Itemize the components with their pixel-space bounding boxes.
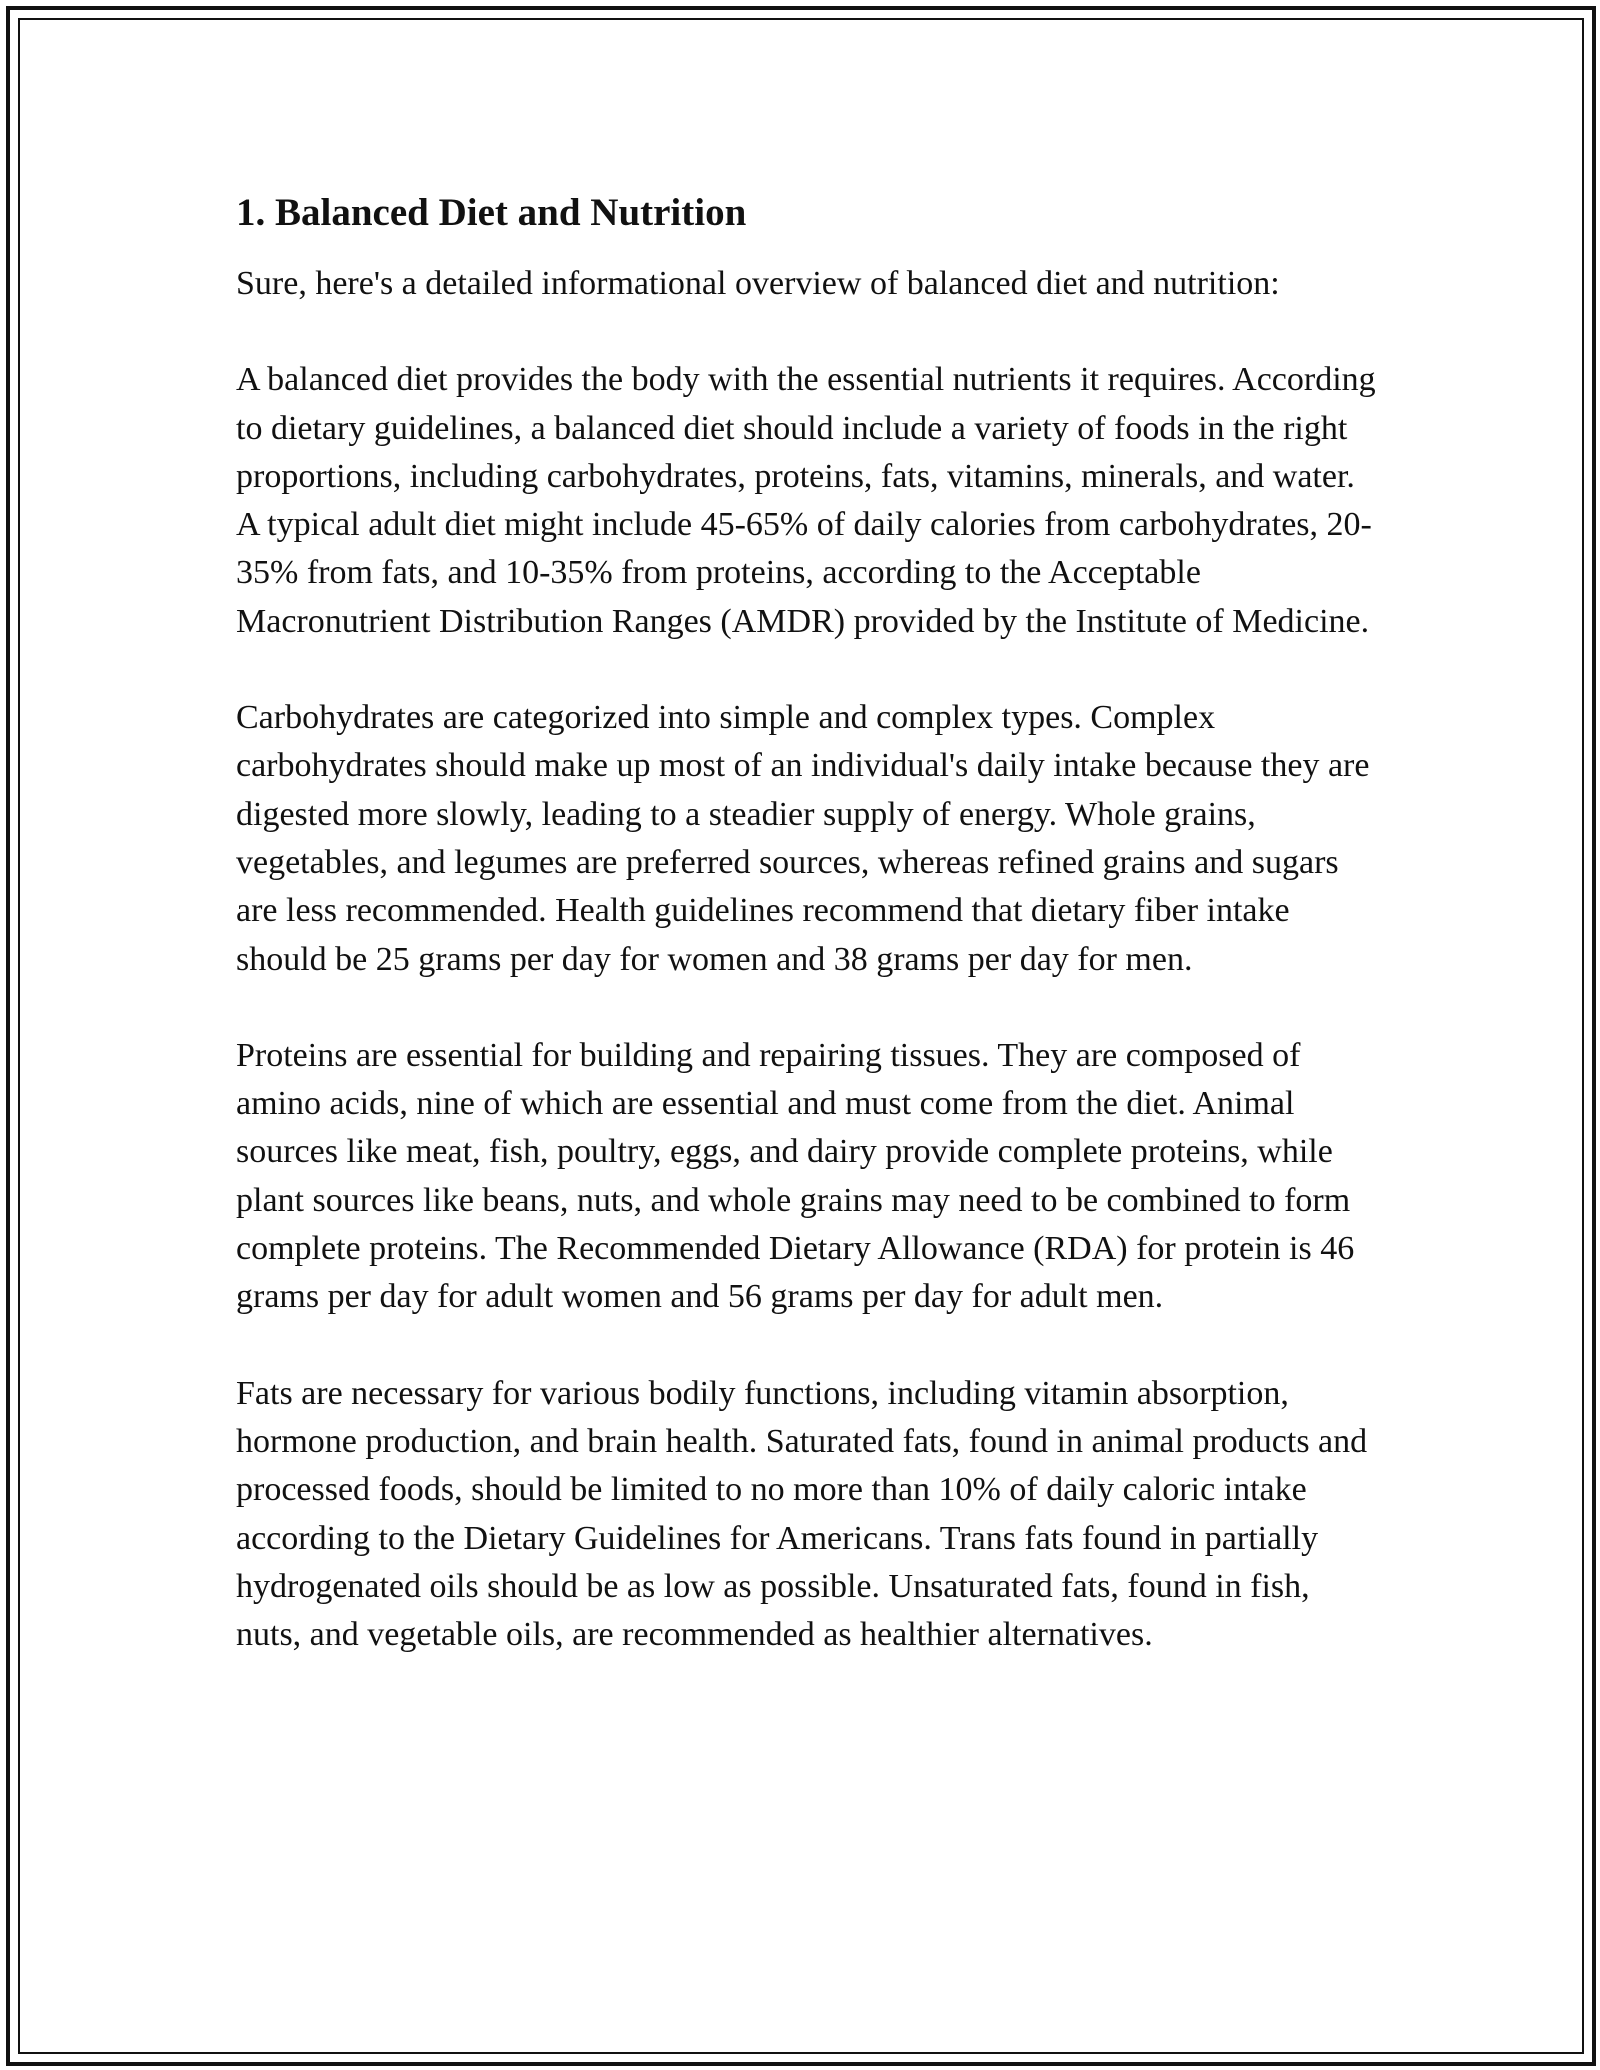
paragraph-fats: Fats are necessary for various bodily functions, including vitamin absorption, hormone production, and brain health. Saturated fats, found in animal products and processed foods, should be limited to no more than 10% of daily caloric intake according to the Dietary Guidelines for Americans. Trans fats found in partially hydrogenated oils should be as low as possible. Unsaturated fats, found in fish, nuts, and vegetable oils, are recommended as healthier alternatives. [236, 1374, 1368, 1654]
paragraph-carbohydrates: Carbohydrates are categorized into simple and complex types. Complex carbohydrates should make up most of an individual's daily intake because they are digested more slowly, leading to a steadier supply of energy. Whole grains, vegetables, and legumes are preferred sources, whereas refined grains and sugars are less recommended. Health guidelines recommend that dietary fiber intake should be 25 grams per day for women and 38 grams per day for men. [236, 699, 1370, 978]
paragraph-balanced-diet: A balanced diet provides the body with the essential nutrients it requires. According to dietary guidelines, a balanced diet should include a variety of foods in the right proportions, including carbohydrates, proteins, fats, vitamins, minerals, and water. A typical adult diet might include 45-65% of daily calories from carbohydrates, 20-35% from fats, and 10-35% from proteins, according to the Acceptable Macronutrient Distribution Ranges (AMDR) provided by the Institute of Medicine. [236, 361, 1376, 640]
section-heading: 1. Balanced Diet and Nutrition [236, 191, 747, 234]
document-body [236, 186, 1376, 1707]
intro-paragraph: Sure, here's a detailed informational overview of balanced diet and nutrition: [236, 265, 1280, 302]
paragraph-proteins: Proteins are essential for building and repairing tissues. They are composed of amino acids, nine of which are essential and must come from the diet. Animal sources like meat, fish, poultry, eggs, and dairy provide complete proteins, while plant sources like beans, nuts, and whole grains may need to be combined to form complete proteins. The Recommended Dietary Allowance (RDA) for protein is 46 grams per day for adult women and 56 grams per day for adult men. [236, 1036, 1355, 1316]
